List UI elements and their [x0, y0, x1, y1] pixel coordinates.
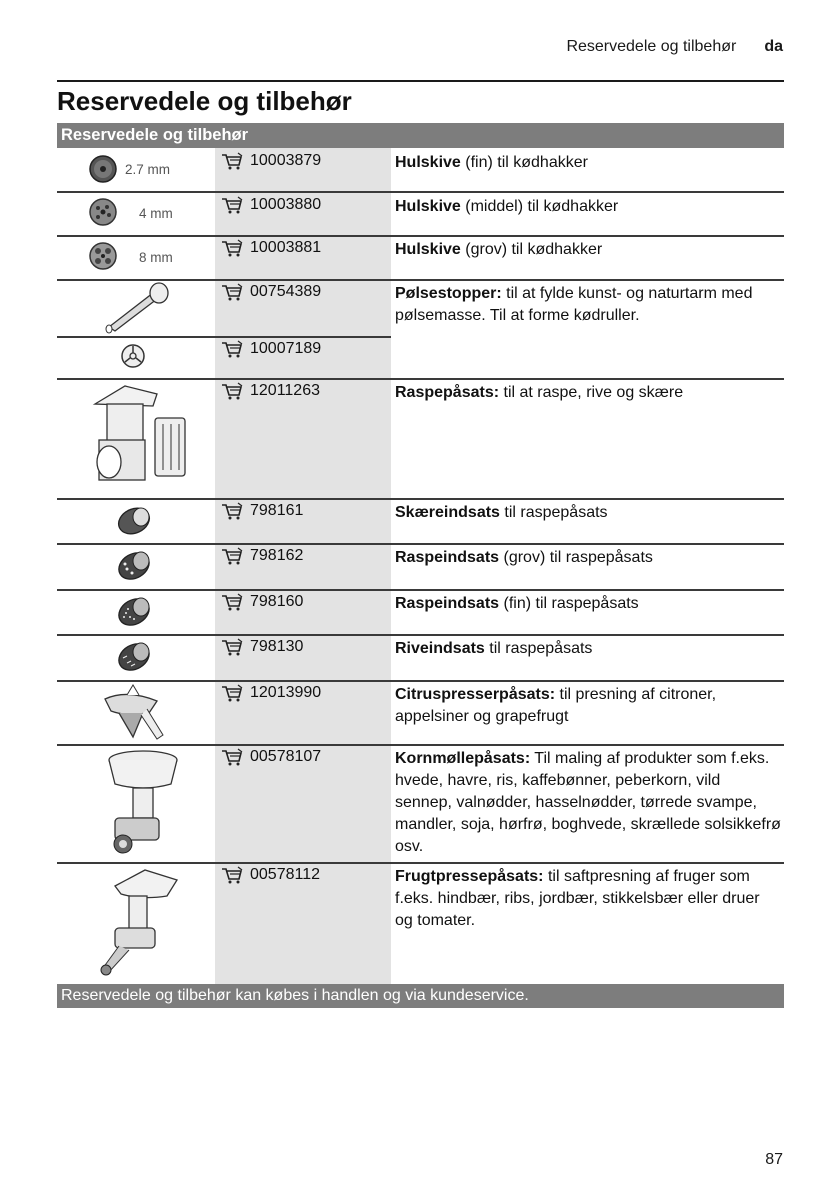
- part-description: [395, 638, 781, 660]
- footer-note-band: Reservedele og tilbehør kan købes i handlen og via kundeservice.: [57, 984, 784, 1008]
- part-description: [395, 239, 781, 261]
- part-number: [221, 196, 321, 214]
- table-row: [57, 680, 784, 744]
- table-row: [57, 192, 784, 235]
- part-number-text: 00578112: [250, 866, 320, 883]
- part-description: [395, 547, 781, 569]
- part-description: [395, 748, 781, 858]
- grater-attachment-image: [57, 378, 215, 498]
- cart-icon: [221, 866, 243, 884]
- perforated-disc-icon: [87, 195, 127, 231]
- grating-drum-fine-image: [57, 589, 215, 634]
- cart-icon: [221, 239, 243, 257]
- citrus-press-icon: [97, 683, 187, 743]
- table-row: [57, 498, 784, 543]
- part-number: [221, 593, 303, 611]
- part-text: til raspepåsats: [484, 640, 593, 657]
- part-name: Frugtpressepåsats:: [395, 868, 544, 885]
- disc-size: 8 mm: [139, 250, 173, 265]
- part-number: [221, 638, 303, 656]
- cart-icon: [221, 382, 243, 400]
- part-name: Raspeindsats: [395, 595, 500, 612]
- cart-icon: [221, 152, 243, 170]
- part-text: til presning af citroner, appelsiner og grapefrugt: [395, 686, 717, 725]
- star-disc-image: [57, 336, 215, 378]
- grating-drum-icon: [115, 593, 155, 631]
- hulskive-fine-image: [57, 148, 215, 192]
- part-number: [221, 866, 320, 884]
- part-text: Til maling af produkter som f.eks. hvede, havre, ris, kaffebønner, peberkorn, vild sennep, valnødder, hasselnødder, tørrede svampe, mandler, soja, hørfrø, boghvede, skrællede solsikkefrø osv.: [395, 750, 781, 855]
- table-row: [57, 336, 784, 378]
- part-number-text: 798161: [250, 502, 304, 519]
- table-row: [57, 589, 784, 634]
- part-description: [395, 382, 781, 404]
- part-description: [395, 283, 781, 327]
- table-row: [57, 543, 784, 589]
- sausage-horn-image: [57, 279, 215, 336]
- table-row: [57, 279, 784, 336]
- part-name: Riveindsats: [395, 640, 485, 657]
- part-number: [221, 340, 321, 358]
- disc-size: 4 mm: [139, 206, 173, 221]
- part-number-text: 10003881: [250, 239, 322, 256]
- part-number-text: 12013990: [250, 684, 322, 701]
- part-text: til at raspe, rive og skære: [499, 384, 684, 401]
- part-number-text: 798130: [250, 638, 304, 655]
- table-row: [57, 634, 784, 680]
- part-name: Hulskive: [395, 241, 461, 258]
- table-row: [57, 148, 784, 192]
- perforated-disc-icon: [87, 152, 127, 188]
- fruit-press-image: [57, 862, 215, 984]
- shredding-drum-icon: [115, 638, 155, 676]
- part-description: [395, 593, 781, 615]
- part-description: [395, 866, 781, 932]
- part-text: til raspepåsats: [499, 504, 608, 521]
- part-text: til at fylde kunst- og naturtarm med pølsemasse. Til at forme kødruller.: [395, 285, 753, 324]
- sausage-horn-icon: [101, 281, 181, 335]
- part-text: til saftpresning af fruger som f.eks. hindbær, ribs, jordbær, stikkelsbær eller druer og tomater.: [395, 868, 760, 929]
- star-disc-icon: [119, 342, 149, 372]
- table-header-band: Reservedele og tilbehør: [57, 123, 784, 148]
- part-name: Raspepåsats:: [395, 384, 500, 401]
- grain-mill-icon: [101, 748, 191, 860]
- fruit-press-icon: [95, 866, 191, 980]
- part-name: Raspeindsats: [395, 549, 500, 566]
- cart-icon: [221, 502, 243, 520]
- part-description: [395, 684, 781, 728]
- part-name: Skæreindsats: [395, 504, 500, 521]
- page-number: 87: [765, 1151, 783, 1168]
- header-section: Reservedele og tilbehør: [566, 38, 737, 55]
- table-row: [57, 378, 784, 498]
- part-text: (fin) til raspepåsats: [499, 595, 639, 612]
- part-number: [221, 283, 321, 301]
- table-row: [57, 744, 784, 862]
- header-rule: [57, 80, 784, 82]
- cart-icon: [221, 684, 243, 702]
- part-number-text: 10007189: [250, 340, 322, 357]
- part-number-text: 10003879: [250, 152, 322, 169]
- part-description: [395, 152, 781, 174]
- shredding-drum-image: [57, 634, 215, 680]
- page-header: [566, 38, 783, 56]
- table-row: [57, 235, 784, 279]
- part-number: [221, 239, 321, 257]
- part-number: [221, 547, 303, 565]
- part-name: Hulskive: [395, 198, 461, 215]
- part-number: [221, 152, 321, 170]
- grating-drum-coarse-image: [57, 543, 215, 589]
- cart-icon: [221, 547, 243, 565]
- grater-attachment-icon: [85, 382, 215, 494]
- cart-icon: [221, 593, 243, 611]
- part-number-text: 00754389: [250, 283, 322, 300]
- slicing-drum-icon: [115, 503, 155, 539]
- citrus-press-image: [57, 680, 215, 744]
- part-number-text: 798162: [250, 547, 304, 564]
- table-row: [57, 862, 784, 984]
- part-number: [221, 502, 303, 520]
- cart-icon: [221, 638, 243, 656]
- grain-mill-image: [57, 744, 215, 862]
- part-name: Hulskive: [395, 154, 461, 171]
- parts-table: [57, 148, 784, 984]
- part-text: (fin) til kødhakker: [460, 154, 588, 171]
- part-text: (grov) til raspepåsats: [499, 549, 653, 566]
- slicing-drum-image: [57, 498, 215, 543]
- part-text: (grov) til kødhakker: [460, 241, 603, 258]
- cart-icon: [221, 748, 243, 766]
- part-name: Pølsestopper:: [395, 285, 502, 302]
- part-text: (middel) til kødhakker: [460, 198, 619, 215]
- cart-icon: [221, 340, 243, 358]
- part-number: [221, 748, 321, 766]
- disc-size: 2.7 mm: [125, 162, 171, 177]
- perforated-disc-icon: [87, 239, 127, 275]
- part-number-text: 798160: [250, 593, 304, 610]
- part-name: Kornmøllepåsats:: [395, 750, 531, 767]
- page-title: Reservedele og tilbehør: [57, 86, 352, 116]
- grating-drum-icon: [115, 547, 155, 585]
- part-description: [395, 502, 781, 524]
- hulskive-medium-image: [57, 192, 215, 235]
- part-number: [221, 684, 321, 702]
- part-number-text: 10003880: [250, 196, 322, 213]
- cart-icon: [221, 196, 243, 214]
- part-number: [221, 382, 320, 400]
- part-description: [395, 196, 781, 218]
- part-name: Citruspresserpåsats:: [395, 686, 556, 703]
- part-number-text: 12011263: [250, 382, 320, 399]
- header-language: da: [764, 38, 783, 55]
- part-number-text: 00578107: [250, 748, 322, 765]
- hulskive-coarse-image: [57, 235, 215, 279]
- cart-icon: [221, 283, 243, 301]
